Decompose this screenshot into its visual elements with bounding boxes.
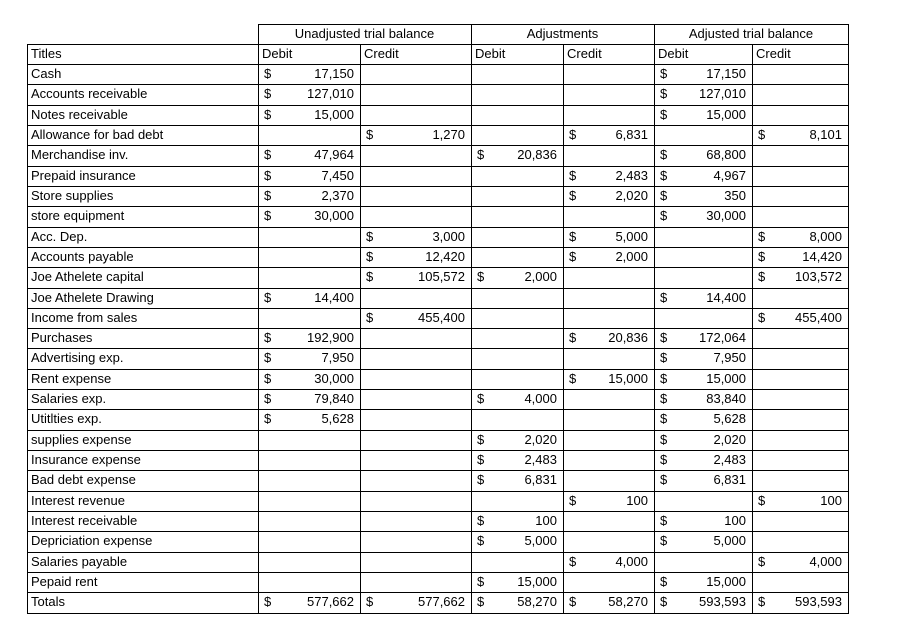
currency-symbol: $ [758,269,766,285]
currency-symbol: $ [569,126,577,142]
currency-symbol: $ [660,289,668,305]
currency-symbol: $ [366,594,374,610]
currency-symbol: $ [569,553,577,569]
totals-label: Totals [31,594,65,610]
grid-line [27,389,849,390]
amount-cell: 7,450 [321,167,354,183]
amount-cell: 192,900 [307,330,354,346]
account-title: Purchases [31,330,93,346]
amount-cell: 14,420 [802,248,842,264]
currency-symbol: $ [569,167,577,183]
account-title: Bad debt expense [31,472,136,488]
currency-symbol: $ [264,370,272,386]
amount-cell: 350 [724,187,746,203]
grid-line [27,288,849,289]
grid-line [27,552,849,553]
total-amount: 593,593 [795,594,842,610]
currency-symbol: $ [477,391,485,407]
currency-symbol: $ [264,594,272,610]
total-amount: 58,270 [608,594,648,610]
currency-symbol: $ [660,513,668,529]
currency-symbol: $ [758,594,766,610]
amount-cell: 15,000 [517,574,557,589]
debit-header: Debit [475,46,506,61]
account-title: Accounts payable [31,248,134,264]
currency-symbol: $ [758,309,766,325]
grid-line [471,24,472,613]
amount-cell: 2,483 [713,452,746,468]
amount-cell: 7,950 [713,350,746,366]
amount-cell: 79,840 [314,391,354,407]
amount-cell: 30,000 [706,208,746,224]
currency-symbol: $ [264,330,272,346]
debit-header: Debit [262,46,293,61]
grid-line [27,592,849,593]
amount-cell: 47,964 [314,147,354,163]
currency-symbol: $ [660,106,668,122]
grid-line [258,24,259,613]
amount-cell: 5,000 [615,228,648,244]
currency-symbol: $ [660,452,668,468]
grid-line [27,491,849,492]
grid-line [27,369,849,370]
total-amount: 577,662 [307,594,354,610]
grid-line [27,64,849,65]
currency-symbol: $ [264,86,272,102]
currency-symbol: $ [264,350,272,366]
currency-symbol: $ [569,228,577,244]
currency-symbol: $ [569,594,577,610]
amount-cell: 8,101 [809,126,842,142]
currency-symbol: $ [660,86,668,102]
credit-header: Credit [364,46,399,61]
amount-cell: 105,572 [418,269,465,285]
amount-cell: 17,150 [706,66,746,81]
group-header-unadjusted: Unadjusted trial balance [294,26,435,41]
amount-cell: 20,836 [608,330,648,346]
account-title: Advertising exp. [31,350,124,366]
amount-cell: 83,840 [706,391,746,407]
currency-symbol: $ [660,533,668,549]
amount-cell: 14,400 [706,289,746,305]
currency-symbol: $ [660,147,668,163]
currency-symbol: $ [660,431,668,447]
amount-cell: 30,000 [314,208,354,224]
currency-symbol: $ [366,248,374,264]
account-title: Notes receivable [31,106,128,122]
amount-cell: 100 [626,492,648,508]
grid-line [27,308,849,309]
amount-cell: 68,800 [706,147,746,163]
credit-header: Credit [756,46,791,61]
currency-symbol: $ [660,391,668,407]
currency-symbol: $ [264,411,272,427]
amount-cell: 17,150 [314,66,354,81]
amount-cell: 2,370 [321,187,354,203]
currency-symbol: $ [758,126,766,142]
grid-line [27,84,849,85]
currency-symbol: $ [477,269,485,285]
grid-line [27,572,849,573]
account-title: Depriciation expense [31,533,153,549]
currency-symbol: $ [660,66,668,81]
currency-symbol: $ [366,309,374,325]
currency-symbol: $ [660,208,668,224]
amount-cell: 100 [724,513,746,529]
amount-cell: 4,000 [615,553,648,569]
currency-symbol: $ [758,248,766,264]
amount-cell: 5,000 [524,533,557,549]
currency-symbol: $ [366,269,374,285]
currency-symbol: $ [477,472,485,488]
account-title: Utitlties exp. [31,411,102,427]
account-title: Pepaid rent [31,574,98,589]
amount-cell: 103,572 [795,269,842,285]
amount-cell: 1,270 [432,126,465,142]
account-title: supplies expense [31,431,132,447]
grid-line [27,470,849,471]
currency-symbol: $ [264,147,272,163]
grid-line [27,227,849,228]
currency-symbol: $ [660,594,668,610]
currency-symbol: $ [477,594,485,610]
amount-cell: 5,628 [321,411,354,427]
account-title: Insurance expense [31,452,141,468]
grid-line [27,105,849,106]
titles-header: Titles [31,46,62,61]
grid-line [27,125,849,126]
grid-line [27,267,849,268]
amount-cell: 6,831 [524,472,557,488]
account-title: Acc. Dep. [31,228,88,244]
amount-cell: 2,020 [615,187,648,203]
currency-symbol: $ [477,431,485,447]
currency-symbol: $ [660,574,668,589]
currency-symbol: $ [660,330,668,346]
amount-cell: 5,000 [713,533,746,549]
account-title: store equipment [31,208,125,224]
amount-cell: 15,000 [314,106,354,122]
currency-symbol: $ [569,330,577,346]
amount-cell: 4,000 [809,553,842,569]
amount-cell: 5,628 [713,411,746,427]
amount-cell: 20,836 [517,147,557,163]
account-title: Interest revenue [31,492,125,508]
amount-cell: 100 [820,492,842,508]
amount-cell: 2,483 [615,167,648,183]
debit-header: Debit [658,46,689,61]
currency-symbol: $ [264,106,272,122]
amount-cell: 4,000 [524,391,557,407]
currency-symbol: $ [758,553,766,569]
currency-symbol: $ [477,513,485,529]
currency-symbol: $ [264,208,272,224]
amount-cell: 2,020 [713,431,746,447]
currency-symbol: $ [264,66,272,81]
amount-cell: 172,064 [699,330,746,346]
account-title: Prepaid insurance [31,167,136,183]
amount-cell: 2,483 [524,452,557,468]
amount-cell: 6,831 [615,126,648,142]
amount-cell: 15,000 [706,574,746,589]
account-title: Cash [31,66,62,81]
currency-symbol: $ [264,187,272,203]
amount-cell: 15,000 [706,370,746,386]
grid-line [27,44,849,45]
amount-cell: 2,000 [615,248,648,264]
currency-symbol: $ [660,187,668,203]
grid-line [27,186,849,187]
grid-line [27,166,849,167]
grid-line [848,24,849,613]
currency-symbol: $ [569,370,577,386]
group-header-adjusted: Adjusted trial balance [688,26,814,41]
currency-symbol: $ [477,452,485,468]
amount-cell: 12,420 [425,248,465,264]
grid-line [27,328,849,329]
grid-line [654,24,655,613]
amount-cell: 15,000 [608,370,648,386]
currency-symbol: $ [660,472,668,488]
account-title: Store supplies [31,187,114,203]
grid-line [27,348,849,349]
grid-line [27,409,849,410]
account-title: Joe Athelete capital [31,269,144,285]
grid-line [27,450,849,451]
currency-symbol: $ [264,167,272,183]
currency-symbol: $ [758,492,766,508]
amount-cell: 14,400 [314,289,354,305]
account-title: Income from sales [31,309,138,325]
amount-cell: 455,400 [795,309,842,325]
account-title: Salaries exp. [31,391,107,407]
currency-symbol: $ [477,533,485,549]
grid-line [27,531,849,532]
grid-line [27,145,849,146]
account-title: Merchandise inv. [31,147,129,163]
currency-symbol: $ [264,391,272,407]
account-title: Allowance for bad debt [31,126,164,142]
account-title: Rent expense [31,370,112,386]
credit-header: Credit [567,46,602,61]
currency-symbol: $ [366,126,374,142]
amount-cell: 127,010 [699,86,746,102]
currency-symbol: $ [660,167,668,183]
amount-cell: 100 [535,513,557,529]
total-amount: 58,270 [517,594,557,610]
amount-cell: 127,010 [307,86,354,102]
grid-line [258,24,849,25]
account-title: Salaries payable [31,553,128,569]
currency-symbol: $ [264,289,272,305]
amount-cell: 455,400 [418,309,465,325]
amount-cell: 2,020 [524,431,557,447]
grid-line [27,247,849,248]
total-amount: 593,593 [699,594,746,610]
currency-symbol: $ [477,147,485,163]
total-amount: 577,662 [418,594,465,610]
currency-symbol: $ [366,228,374,244]
amount-cell: 2,000 [524,269,557,285]
amount-cell: 8,000 [809,228,842,244]
currency-symbol: $ [569,492,577,508]
amount-cell: 3,000 [432,228,465,244]
amount-cell: 6,831 [713,472,746,488]
currency-symbol: $ [660,370,668,386]
account-title: Joe Athelete Drawing [31,289,154,305]
account-title: Accounts receivable [31,86,148,102]
currency-symbol: $ [758,228,766,244]
amount-cell: 4,967 [713,167,746,183]
amount-cell: 15,000 [706,106,746,122]
grid-line [27,511,849,512]
amount-cell: 7,950 [321,350,354,366]
currency-symbol: $ [477,574,485,589]
amount-cell: 30,000 [314,370,354,386]
grid-line [27,206,849,207]
account-title: Interest receivable [31,513,138,529]
currency-symbol: $ [569,248,577,264]
currency-symbol: $ [569,187,577,203]
currency-symbol: $ [660,411,668,427]
grid-line [27,613,849,614]
grid-line [27,430,849,431]
group-header-adjustments: Adjustments [526,26,599,41]
currency-symbol: $ [660,350,668,366]
